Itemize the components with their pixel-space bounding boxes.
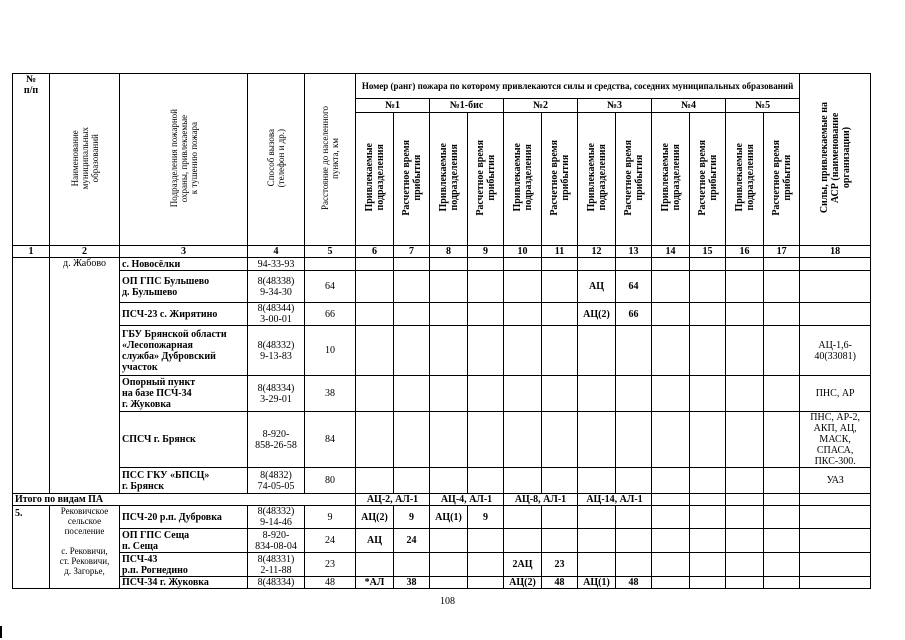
subheader-units: Привлекаемые подразделения	[578, 113, 616, 246]
distance-km	[305, 258, 356, 271]
assigned-units	[726, 468, 764, 494]
assigned-units	[652, 529, 690, 553]
assigned-units	[652, 376, 690, 412]
assigned-units	[504, 326, 542, 376]
call-phone: 8(4832) 74-05-05	[248, 468, 305, 494]
asr-forces: ПНС, АР-2, АКП, АЦ, МАСК, СПАСА, ПКС-300.	[800, 412, 871, 468]
arrival-time	[690, 303, 726, 326]
page-number: 108	[440, 596, 455, 607]
assigned-units	[504, 412, 542, 468]
asr-forces	[800, 258, 871, 271]
fire-unit-name: с. Новосёлки	[120, 258, 248, 271]
totals-empty-cell	[800, 494, 871, 506]
totals-empty-cell	[764, 494, 800, 506]
subheader-units: Привлекаемые подразделения	[652, 113, 690, 246]
arrival-time	[690, 258, 726, 271]
header-rank-1bis: №1-бис	[430, 99, 504, 113]
arrival-time	[468, 412, 504, 468]
subheader-arrival-time: Расчетное время прибытия	[394, 113, 430, 246]
arrival-time	[394, 553, 430, 577]
assigned-units	[356, 376, 394, 412]
arrival-time	[764, 271, 800, 303]
call-phone: 94-33-93	[248, 258, 305, 271]
assigned-units	[578, 258, 616, 271]
arrival-time	[616, 468, 652, 494]
totals-empty-cell	[690, 494, 726, 506]
arrival-time	[394, 376, 430, 412]
subheader-units: Привлекаемые подразделения	[504, 113, 542, 246]
arrival-time	[468, 326, 504, 376]
assigned-units	[726, 529, 764, 553]
assigned-units	[578, 412, 616, 468]
asr-forces	[800, 271, 871, 303]
assigned-units	[430, 468, 468, 494]
arrival-time	[764, 326, 800, 376]
arrival-time	[690, 376, 726, 412]
arrival-time	[764, 577, 800, 589]
assigned-units	[356, 412, 394, 468]
arrival-time	[764, 412, 800, 468]
distance-km: 80	[305, 468, 356, 494]
asr-forces	[800, 577, 871, 589]
arrival-time	[616, 258, 652, 271]
arrival-time	[468, 553, 504, 577]
arrival-time	[690, 271, 726, 303]
column-number: 18	[800, 246, 871, 258]
arrival-time	[764, 258, 800, 271]
assigned-units: АЦ	[578, 271, 616, 303]
call-phone: 8-920- 858-26-58	[248, 412, 305, 468]
assigned-units	[356, 258, 394, 271]
arrival-time: 24	[394, 529, 430, 553]
column-number: 12	[578, 246, 616, 258]
totals-rank-1bis: АЦ-4, АЛ-1	[430, 494, 504, 506]
table-row	[13, 326, 871, 376]
fire-response-table	[12, 73, 871, 589]
arrival-time: 48	[542, 577, 578, 589]
assigned-units	[430, 529, 468, 553]
distance-km: 48	[305, 577, 356, 589]
asr-forces	[800, 529, 871, 553]
subheader-units: Привлекаемые подразделения	[726, 113, 764, 246]
asr-forces	[800, 506, 871, 529]
arrival-time: 9	[394, 506, 430, 529]
asr-forces: АЦ-1,6- 40(33081)	[800, 326, 871, 376]
arrival-time: 9	[468, 506, 504, 529]
totals-row	[13, 494, 871, 506]
row-number: 5.	[13, 506, 50, 589]
fire-unit-name: ПСС ГКУ «БПСЦ» г. Брянск	[120, 468, 248, 494]
column-number: 9	[468, 246, 504, 258]
distance-km: 23	[305, 553, 356, 577]
arrival-time	[690, 412, 726, 468]
arrival-time: 38	[394, 577, 430, 589]
arrival-time	[764, 376, 800, 412]
fire-unit-name: ОП ГПС Сеща п. Сеща	[120, 529, 248, 553]
arrival-time	[616, 376, 652, 412]
call-phone: 8(48344) 3-00-01	[248, 303, 305, 326]
arrival-time	[616, 506, 652, 529]
call-phone: 8(48338) 9-34-30	[248, 271, 305, 303]
table-row	[13, 412, 871, 468]
column-number-row	[13, 246, 871, 258]
column-number: 13	[616, 246, 652, 258]
assigned-units	[504, 506, 542, 529]
arrival-time	[394, 258, 430, 271]
column-number: 3	[120, 246, 248, 258]
arrival-time: 66	[616, 303, 652, 326]
arrival-time	[542, 303, 578, 326]
arrival-time	[764, 553, 800, 577]
assigned-units	[356, 303, 394, 326]
totals-rank-2: АЦ-8, АЛ-1	[504, 494, 578, 506]
assigned-units	[356, 468, 394, 494]
arrival-time	[394, 412, 430, 468]
header-rank-3: №3	[578, 99, 652, 113]
assigned-units	[504, 529, 542, 553]
assigned-units: АЦ	[356, 529, 394, 553]
arrival-time	[542, 258, 578, 271]
assigned-units: АЦ(2)	[578, 303, 616, 326]
arrival-time	[468, 529, 504, 553]
fire-unit-name: ОП ГПС Бульшево д. Бульшево	[120, 271, 248, 303]
fire-unit-name: ПСЧ-23 с. Жирятино	[120, 303, 248, 326]
arrival-time	[616, 326, 652, 376]
header-municipality: Наименование муниципальных образований	[50, 74, 120, 246]
municipality-name: д. Жабово	[50, 258, 120, 494]
table-row	[13, 553, 871, 577]
assigned-units	[652, 412, 690, 468]
header-distance: Расстояние до населенного пункта, км	[305, 74, 356, 246]
table-row	[13, 258, 871, 271]
fire-unit-name: СПСЧ г. Брянск	[120, 412, 248, 468]
assigned-units	[504, 303, 542, 326]
arrival-time	[394, 468, 430, 494]
assigned-units: АЦ(2)	[356, 506, 394, 529]
header-rank-5: №5	[726, 99, 800, 113]
arrival-time	[468, 468, 504, 494]
totals-rank-3: АЦ-14, АЛ-1	[578, 494, 652, 506]
assigned-units	[504, 376, 542, 412]
arrival-time	[542, 529, 578, 553]
assigned-units	[430, 376, 468, 412]
arrival-time: 64	[616, 271, 652, 303]
assigned-units	[652, 271, 690, 303]
arrival-time	[542, 412, 578, 468]
totals-empty-cell	[726, 494, 764, 506]
arrival-time	[616, 529, 652, 553]
distance-km: 64	[305, 271, 356, 303]
arrival-time	[616, 412, 652, 468]
column-number: 17	[764, 246, 800, 258]
arrival-time	[542, 376, 578, 412]
column-number: 8	[430, 246, 468, 258]
arrival-time	[468, 577, 504, 589]
arrival-time	[690, 529, 726, 553]
assigned-units	[726, 553, 764, 577]
header-fire-units: Подразделения пожарной охраны, привлекаемые к тушению пожара	[120, 74, 248, 246]
arrival-time	[394, 271, 430, 303]
distance-km: 9	[305, 506, 356, 529]
header-row-1	[13, 74, 871, 99]
subheader-arrival-time: Расчетное время прибытия	[764, 113, 800, 246]
municipality-name: Рековичское сельское поселение с. Рековичи, ст. Рековичи, д. Загорье,	[50, 506, 120, 589]
arrival-time	[690, 506, 726, 529]
fire-unit-name: ПСЧ-34 г. Жуковка	[120, 577, 248, 589]
assigned-units: *АЛ	[356, 577, 394, 589]
table-row	[13, 271, 871, 303]
header-fire-rank-group: Номер (ранг) пожара по которому привлекаются силы и средства, соседних муниципальных образований	[356, 74, 800, 99]
call-phone: 8-920- 834-08-04	[248, 529, 305, 553]
table-row	[13, 506, 871, 529]
assigned-units: АЦ(1)	[430, 506, 468, 529]
assigned-units	[726, 303, 764, 326]
arrival-time	[468, 303, 504, 326]
header-rank-1: №1	[356, 99, 430, 113]
assigned-units	[726, 577, 764, 589]
column-number: 5	[305, 246, 356, 258]
arrival-time	[690, 553, 726, 577]
distance-km: 24	[305, 529, 356, 553]
totals-label: Итого по видам ПА	[13, 494, 356, 506]
assigned-units	[578, 326, 616, 376]
assigned-units	[578, 529, 616, 553]
assigned-units	[726, 506, 764, 529]
arrival-time	[468, 376, 504, 412]
column-number: 6	[356, 246, 394, 258]
assigned-units	[430, 553, 468, 577]
assigned-units	[652, 303, 690, 326]
assigned-units	[652, 506, 690, 529]
assigned-units: АЦ(2)	[504, 577, 542, 589]
column-number: 7	[394, 246, 430, 258]
header-number: № п/п	[13, 74, 50, 246]
header-rank-2: №2	[504, 99, 578, 113]
subheader-units: Привлекаемые подразделения	[356, 113, 394, 246]
arrival-time	[468, 258, 504, 271]
fire-unit-name: Опорный пункт на базе ПСЧ-34 г. Жуковка	[120, 376, 248, 412]
arrival-time	[394, 303, 430, 326]
arrival-time	[764, 529, 800, 553]
distance-km: 10	[305, 326, 356, 376]
table-row	[13, 577, 871, 589]
column-number: 16	[726, 246, 764, 258]
distance-km: 66	[305, 303, 356, 326]
assigned-units	[430, 577, 468, 589]
arrival-time	[394, 326, 430, 376]
assigned-units	[578, 376, 616, 412]
assigned-units	[726, 271, 764, 303]
header-rank-4: №4	[652, 99, 726, 113]
arrival-time	[690, 326, 726, 376]
column-number: 2	[50, 246, 120, 258]
totals-empty-cell	[652, 494, 690, 506]
header-asr-forces: Силы, привлекаемые на АСР (наименование организации)	[800, 74, 871, 246]
arrival-time	[764, 468, 800, 494]
assigned-units	[430, 326, 468, 376]
distance-km: 38	[305, 376, 356, 412]
asr-forces: ПНС, АР	[800, 376, 871, 412]
subheader-arrival-time: Расчетное время прибытия	[690, 113, 726, 246]
column-number: 10	[504, 246, 542, 258]
arrival-time	[468, 271, 504, 303]
assigned-units	[504, 258, 542, 271]
column-number: 1	[13, 246, 50, 258]
assigned-units	[652, 258, 690, 271]
assigned-units	[430, 271, 468, 303]
arrival-time	[542, 468, 578, 494]
arrival-time: 23	[542, 553, 578, 577]
table-row	[13, 376, 871, 412]
arrival-time	[542, 506, 578, 529]
table-row	[13, 303, 871, 326]
subheader-arrival-time: Расчетное время прибытия	[468, 113, 504, 246]
row-number	[13, 258, 50, 494]
arrival-time	[542, 326, 578, 376]
assigned-units	[356, 326, 394, 376]
arrival-time	[690, 577, 726, 589]
assigned-units	[726, 376, 764, 412]
arrival-time	[764, 303, 800, 326]
fire-unit-name: ГБУ Брянской области «Лесопожарная служба» Дубровский участок	[120, 326, 248, 376]
assigned-units	[726, 258, 764, 271]
assigned-units	[356, 553, 394, 577]
distance-km: 84	[305, 412, 356, 468]
call-phone: 8(48332) 9-14-46	[248, 506, 305, 529]
assigned-units	[652, 577, 690, 589]
arrival-time	[542, 271, 578, 303]
asr-forces: УАЗ	[800, 468, 871, 494]
assigned-units	[652, 468, 690, 494]
assigned-units	[504, 468, 542, 494]
column-number: 11	[542, 246, 578, 258]
arrival-time	[764, 506, 800, 529]
totals-rank-1: АЦ-2, АЛ-1	[356, 494, 430, 506]
assigned-units	[726, 326, 764, 376]
assigned-units	[430, 258, 468, 271]
assigned-units	[430, 412, 468, 468]
call-phone: 8(48331) 2-11-88	[248, 553, 305, 577]
subheader-arrival-time: Расчетное время прибытия	[542, 113, 578, 246]
assigned-units	[726, 412, 764, 468]
assigned-units	[652, 553, 690, 577]
table-row	[13, 468, 871, 494]
assigned-units	[652, 326, 690, 376]
assigned-units	[578, 506, 616, 529]
assigned-units: 2АЦ	[504, 553, 542, 577]
assigned-units	[578, 553, 616, 577]
header-call-method: Способ вызова (телефон и др.)	[248, 74, 305, 246]
assigned-units	[430, 303, 468, 326]
subheader-units: Привлекаемые подразделения	[430, 113, 468, 246]
call-phone: 8(48332) 9-13-83	[248, 326, 305, 376]
subheader-arrival-time: Расчетное время прибытия	[616, 113, 652, 246]
scan-edge-mark	[0, 626, 2, 638]
assigned-units	[504, 271, 542, 303]
fire-unit-name: ПСЧ-43 р.п. Рогнедино	[120, 553, 248, 577]
arrival-time	[690, 468, 726, 494]
assigned-units	[356, 271, 394, 303]
assigned-units	[578, 468, 616, 494]
call-phone: 8(48334) 3-29-01	[248, 376, 305, 412]
call-phone: 8(48334)	[248, 577, 305, 589]
table-row	[13, 529, 871, 553]
arrival-time: 48	[616, 577, 652, 589]
column-number: 4	[248, 246, 305, 258]
column-number: 14	[652, 246, 690, 258]
asr-forces	[800, 553, 871, 577]
assigned-units: АЦ(1)	[578, 577, 616, 589]
column-number: 15	[690, 246, 726, 258]
fire-unit-name: ПСЧ-20 р.п. Дубровка	[120, 506, 248, 529]
asr-forces	[800, 303, 871, 326]
arrival-time	[616, 553, 652, 577]
